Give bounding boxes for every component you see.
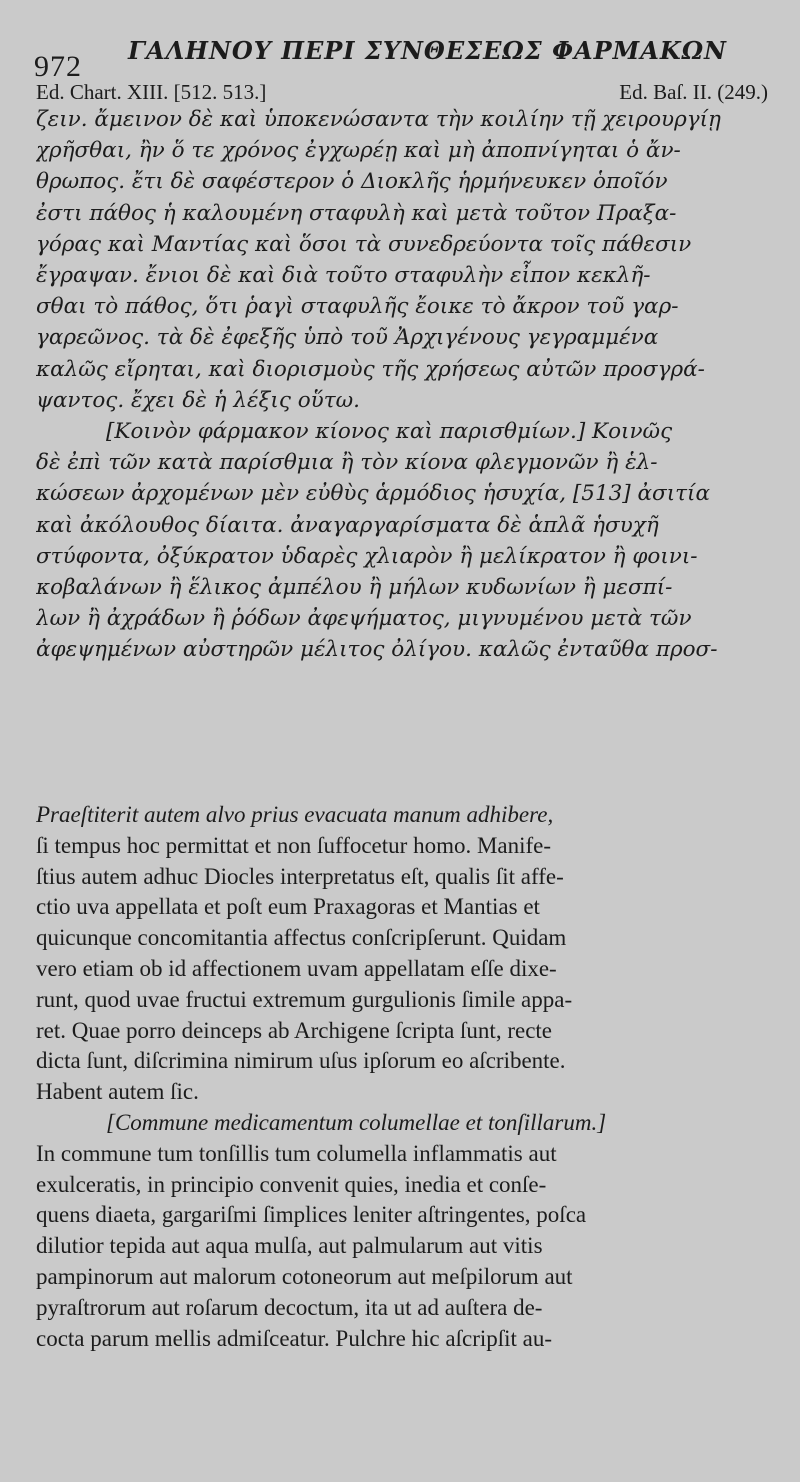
latin-line: exulceratis, in principio convenit quies, inedia et conſe- — [36, 1171, 547, 1197]
latin-line: dicta ſunt, diſcrimina nimirum uſus ipſorum eo aſcribente. — [36, 1048, 566, 1074]
greek-line: στύφοντα, ὀξύκρατον ὑδαρὲς χλιαρὸν ἢ μελίκρατον ἢ φοινι- — [36, 543, 698, 569]
latin-line: quens diaeta, gargariſmi ſimplices leniter aſtringentes, poſca — [36, 1202, 587, 1228]
greek-line: ἐστι πάθος ἡ καλουμένη σταφυλὴ καὶ μετὰ τοῦτον Πραξα- — [36, 200, 677, 226]
greek-line: σθαι τὸ πάθος, ὅτι ῥαγὶ σταφυλῆς ἔοικε τὸ ἄκρον τοῦ γαρ- — [36, 294, 679, 320]
page-header — [30, 30, 770, 83]
latin-line: vero etiam ob id affectionem uvam appellatam eſſe dixe- — [36, 955, 557, 981]
latin-line: runt, quod uvae fructui extremum gurgulionis ſimile appa- — [36, 986, 573, 1012]
greek-line: δὲ ἐπὶ τῶν κατὰ παρίσθμια ἢ τὸν κίονα φλεγμονῶν ἢ ἑλ- — [36, 450, 658, 476]
latin-line: ret. Quae porro deinceps ab Archigene ſcripta ſunt, recte — [36, 1017, 552, 1043]
greek-line: λων ἢ ἀχράδων ἢ ῥόδων ἀφεψήματος, μιγνυμένου μετὰ τῶν — [36, 606, 692, 632]
greek-line: κώσεων ἀρχομένων μὲν εὐθὺς ἁρμόδιος ἡσυχία, [513] ἀσιτία — [36, 481, 710, 507]
latin-line: Habent autem ſic. — [36, 1079, 199, 1105]
latin-line: pampinorum aut malorum cotoneorum aut meſpilorum aut — [36, 1263, 573, 1289]
latin-line: ſi tempus hoc permittat et non ſuffocetur homo. Manife- — [36, 832, 552, 858]
latin-line: ſtius autem adhuc Diocles interpretatus eſt, qualis ſit affe- — [36, 863, 564, 889]
greek-text-block — [36, 104, 770, 666]
greek-line: καὶ ἀκόλουθος δίαιτα. ἀναγαργαρίσματα δὲ ἁπλᾶ ἡσυχῆ — [36, 512, 659, 538]
greek-line: θρωπος. ἔτι δὲ σαφέστερον ὁ Διοκλῆς ἡρμήνευκεν ὁποῖόν — [36, 169, 668, 195]
greek-line: χρῆσθαι, ἢν ὅ τε χρόνος ἐγχωρέῃ καὶ μὴ ἀποπνίγηται ὁ ἄν- — [36, 138, 681, 164]
page-number: 972 — [34, 50, 82, 83]
greek-line: καλῶς εἴρηται, καὶ διορισμοὺς τῆς χρήσεως αὐτῶν προσγρά- — [36, 356, 705, 382]
greek-line: ζειν. ἄμεινον δὲ καὶ ὑποκενώσαντα τὴν κοιλίην τῇ χειρουργίῃ — [36, 107, 721, 132]
edition-reference-right: Ed. Baſ. II. (249.) — [619, 80, 768, 104]
latin-text-block — [36, 800, 770, 1354]
edition-reference-left: Ed. Chart. XIII. [512. 513.] — [36, 80, 267, 104]
greek-line: γόρας καὶ Μαντίας καὶ ὅσοι τὰ συνεδρεύοντα τοῖς πάθεσιν — [36, 231, 692, 257]
latin-line: dilutior tepida aut aqua mulſa, aut palmularum aut vitis — [36, 1233, 543, 1259]
greek-line: γαρεῶνος. τὰ δὲ ἐφεξῆς ὑπὸ τοῦ Ἀρχιγένους γεγραμμένα — [36, 325, 659, 351]
latin-line: In commune tum tonſillis tum columella inflammatis aut — [36, 1140, 557, 1166]
latin-line: cocta parum mellis admiſceatur. Pulchre hic aſcripſit au- — [36, 1325, 553, 1351]
greek-line: ἀφεψημένων αὐστηρῶν μέλιτος ὀλίγου. καλῶς ἐνταῦθα προσ- — [36, 637, 718, 663]
greek-lemma-line: [Κοινὸν φάρμακον κίονος καὶ παρισθμίων.] Κοινῶς — [106, 419, 673, 445]
greek-line: ἔγραψαν. ἔνιοι δὲ καὶ διὰ τοῦτο σταφυλὴν εἶπον κεκλῆ- — [36, 263, 651, 289]
latin-line: Praeſtiterit autem alvo prius evacuata manum adhibere, — [36, 802, 554, 827]
latin-line: quicunque concomitantia affectus conſcripſerunt. Quidam — [36, 925, 567, 951]
greek-line: κοβαλάνων ἢ ἕλικος ἀμπέλου ἢ μήλων κυδωνίων ἢ μεσπί- — [36, 575, 673, 601]
running-title: ΓΑΛΗΝΟΥ ΠΕΡΙ ΣΥΝΘΕΣΕΩΣ ΦΑΡΜΑΚΩΝ — [128, 36, 727, 65]
latin-lemma-line: [Commune medicamentum columellae et tonſillarum.] — [106, 1109, 607, 1135]
latin-line: ctio uva appellata et poſt eum Praxagoras et Mantias et — [36, 894, 540, 920]
greek-line: ψαντος. ἔχει δὲ ἡ λέξις οὕτω. — [36, 387, 360, 413]
latin-line: pyraſtrorum aut roſarum decoctum, ita ut ad auſtera de- — [36, 1294, 543, 1320]
